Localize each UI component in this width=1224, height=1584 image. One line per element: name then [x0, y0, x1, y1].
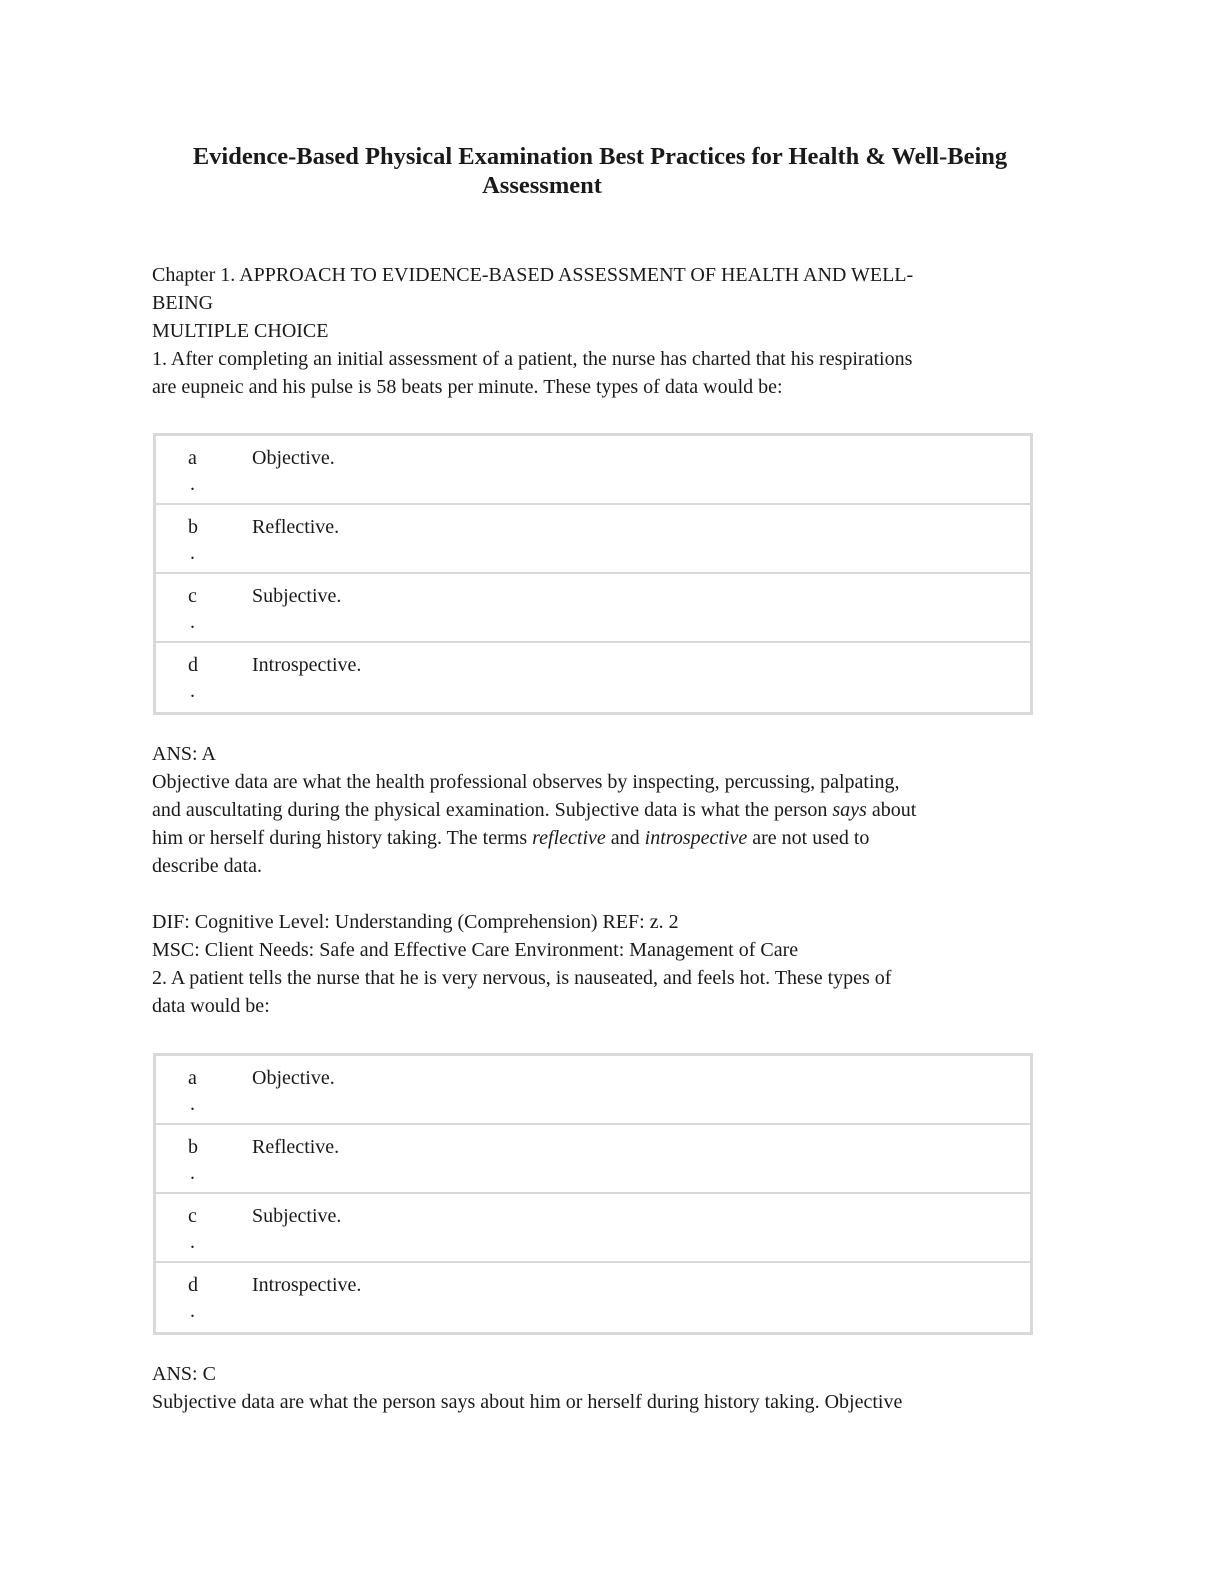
option-letter: c — [188, 1205, 197, 1227]
option-letter: a — [188, 447, 197, 469]
chapter-heading-line-2: BEING — [152, 292, 214, 314]
option-dot: . — [190, 611, 195, 633]
question-2-stem — [152, 964, 1032, 1020]
option-dot: . — [190, 1162, 195, 1184]
rationale-line-3 — [152, 824, 1032, 852]
question-2-answer: ANS: C — [152, 1363, 216, 1385]
question-1-option-d[interactable] — [156, 643, 1030, 712]
rationale-text: him or herself during history taking. The terms — [152, 827, 533, 849]
option-dot: . — [190, 1300, 195, 1322]
question-1-option-b[interactable] — [156, 505, 1030, 574]
rationale-emphasis: reflective — [532, 827, 606, 849]
option-text: Objective. — [252, 1067, 335, 1089]
option-text: Introspective. — [252, 1274, 362, 1296]
option-letter: a — [188, 1067, 197, 1089]
question-1-options — [153, 433, 1033, 715]
rationale-emphasis: says — [832, 799, 867, 821]
title-line-1: Evidence-Based Physical Examination Best Practices for Health & Well-Being — [192, 143, 1008, 170]
rationale-text: about — [866, 799, 917, 821]
rationale-emphasis: introspective — [644, 827, 748, 849]
option-dot: . — [190, 542, 195, 564]
rationale-text: are not used to — [747, 827, 870, 849]
question-2-stem-line-2: data would be: — [152, 995, 270, 1017]
option-letter: d — [188, 1274, 198, 1296]
question-1-stem — [152, 345, 1032, 401]
title-line-2: Assessment — [482, 172, 602, 199]
question-1-stem-line-1: 1. After completing an initial assessment of a patient, the nurse has charted that his respirations — [152, 348, 913, 370]
option-dot: . — [190, 680, 195, 702]
rationale-line-2 — [152, 796, 1032, 824]
option-letter: b — [188, 1136, 198, 1158]
question-1-option-a[interactable] — [156, 436, 1030, 505]
option-dot: . — [190, 473, 195, 495]
section-heading: MULTIPLE CHOICE — [152, 320, 329, 342]
option-dot: . — [190, 1231, 195, 1253]
chapter-heading-line-1: Chapter 1. APPROACH TO EVIDENCE-BASED ASSESSMENT OF HEALTH AND WELL- — [152, 264, 914, 286]
question-1-stem-line-2: are eupneic and his pulse is 58 beats per minute. These types of data would be: — [152, 376, 783, 398]
option-dot: . — [190, 1093, 195, 1115]
question-1-option-c[interactable] — [156, 574, 1030, 643]
question-2-rationale: Subjective data are what the person says about him or herself during history taking. Objective — [152, 1391, 903, 1413]
question-1-msc: MSC: Client Needs: Safe and Effective Care Environment: Management of Care — [152, 939, 799, 961]
chapter-heading — [152, 261, 1032, 317]
rationale-text: and — [605, 827, 645, 849]
question-1-answer: ANS: A — [152, 743, 216, 765]
option-text: Subjective. — [252, 585, 342, 607]
option-text: Reflective. — [252, 1136, 340, 1158]
document-title — [150, 142, 1050, 200]
question-2-options — [153, 1053, 1033, 1335]
question-1-rationale — [152, 768, 1032, 880]
option-letter: d — [188, 654, 198, 676]
option-letter: c — [188, 585, 197, 607]
option-text: Introspective. — [252, 654, 362, 676]
rationale-line-4: describe data. — [152, 855, 262, 877]
option-text: Subjective. — [252, 1205, 342, 1227]
option-text: Objective. — [252, 447, 335, 469]
question-2-stem-line-1: 2. A patient tells the nurse that he is very nervous, is nauseated, and feels hot. These types of — [152, 967, 892, 989]
question-2-option-a[interactable] — [156, 1056, 1030, 1125]
rationale-text: and auscultating during the physical examination. Subjective data is what the person — [152, 799, 833, 821]
option-text: Reflective. — [252, 516, 340, 538]
question-2-option-c[interactable] — [156, 1194, 1030, 1263]
question-2-option-d[interactable] — [156, 1263, 1030, 1332]
question-1-dif: DIF: Cognitive Level: Understanding (Comprehension) REF: z. 2 — [152, 911, 679, 933]
rationale-line-1: Objective data are what the health professional observes by inspecting, percussing, palpating, — [152, 771, 900, 793]
option-letter: b — [188, 516, 198, 538]
question-2-option-b[interactable] — [156, 1125, 1030, 1194]
